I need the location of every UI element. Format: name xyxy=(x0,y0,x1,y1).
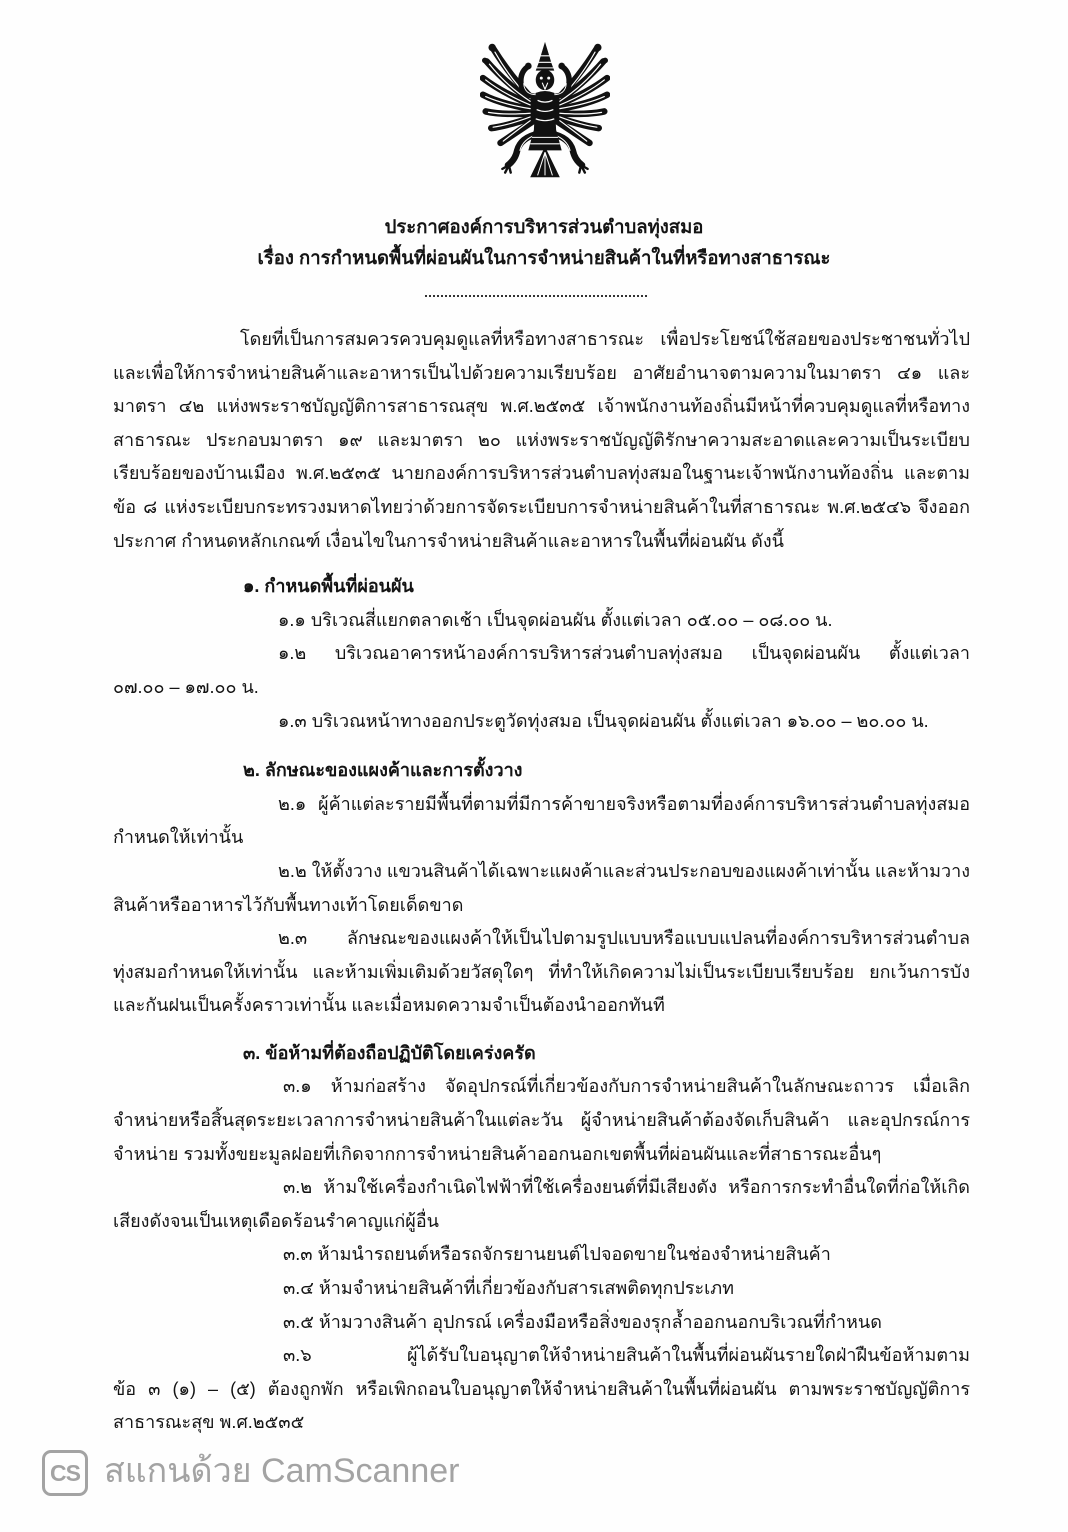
announcement-body xyxy=(113,323,970,1440)
item-line: และกันฝนเป็นครั้งคราวเท่านั้น และเมื่อหมดความจำเป็นต้องนำออกทันที xyxy=(113,995,665,1016)
item-line: กำหนดให้เท่านั้น xyxy=(113,827,244,848)
section-stall-characteristics xyxy=(113,754,970,1023)
section-item xyxy=(113,855,970,922)
item-line: ๒.๒ ให้ตั้งวาง แขวนสินค้าได้เฉพาะแผงค้าและส่วนประกอบของแผงค้าเท่านั้น และห้ามวาง xyxy=(278,860,970,881)
title-separator xyxy=(425,295,647,297)
preamble-line: โดยที่เป็นการสมควรควบคุมดูแลที่หรือทางสาธารณะ เพื่อประโยชน์ใช้สอยของประชาชนทั่วไป xyxy=(240,329,970,349)
section-item xyxy=(113,604,970,638)
section-heading: ๑. กำหนดพื้นที่ผ่อนผัน xyxy=(243,576,414,597)
section-heading: ๓. ข้อห้ามที่ต้องถือปฏิบัติโดยเคร่งครัด xyxy=(243,1042,536,1063)
section-item xyxy=(113,1238,970,1272)
preamble-line: มาตรา ๔๒ แห่งพระราชบัญญัติการสาธารณสุข พ.ศ.๒๕๓๕ เจ้าพนักงานท้องถิ่นมีหน้าที่ควบคุมดูแลที่หรือทาง xyxy=(113,396,970,417)
item-line: ๓.๓ ห้ามนำรถยนต์หรือรถจักรยานยนต์ไปจอดขายในช่องจำหน่ายสินค้า xyxy=(283,1244,831,1265)
item-line: ๑.๑ บริเวณสี่แยกตลาดเช้า เป็นจุดผ่อนผัน ตั้งแต่เวลา ๐๕.๐๐ – ๐๘.๐๐ น. xyxy=(278,609,833,630)
item-line: ๑.๒ บริเวณอาคารหน้าองค์การบริหารส่วนตำบลทุ่งสมอ เป็นจุดผ่อนผัน ตั้งแต่เวลา xyxy=(278,643,970,664)
section-item xyxy=(113,1171,970,1238)
section-designated-areas xyxy=(113,570,970,738)
camscanner-watermark-text: สแกนด้วย CamScanner xyxy=(104,1452,460,1490)
item-line: สินค้าหรืออาหารไว้กับพื้นทางเท้าโดยเด็ดขาด xyxy=(113,894,464,915)
announcement-title: ประกาศองค์การบริหารส่วนตำบลทุ่งสมอ xyxy=(384,216,704,237)
section-heading: ๒. ลักษณะของแผงค้าและการตั้งวาง xyxy=(243,760,523,781)
preamble-line: ประกาศ กำหนดหลักเกณฑ์ เงื่อนไขในการจำหน่ายสินค้าและอาหารในพื้นที่ผ่อนผัน ดังนี้ xyxy=(113,530,784,551)
section-item xyxy=(113,637,970,704)
item-line: ๒.๑ ผู้ค้าแต่ละรายมีพื้นที่ตามที่มีการค้าขายจริงหรือตามที่องค์การบริหารส่วนตำบลทุ่งสมอ xyxy=(278,793,970,814)
item-line: ๓.๑ ห้ามก่อสร้าง จัดอุปกรณ์ที่เกี่ยวข้องกับการจำหน่ายสินค้าในลักษณะถาวร เมื่อเลิก xyxy=(283,1076,970,1097)
item-line: ๓.๒ ห้ามใช้เครื่องกำเนิดไฟฟ้าที่ใช้เครื่องยนต์ที่มีเสียงดัง หรือการกระทำอื่นใดที่ก่อให้เกิด xyxy=(283,1177,970,1198)
announcement-subject: เรื่อง การกำหนดพื้นที่ผ่อนผันในการจำหน่ายสินค้าในที่หรือทางสาธารณะ xyxy=(257,247,831,268)
item-line: ๐๗.๐๐ – ๑๗.๐๐ น. xyxy=(113,676,259,697)
announcement-title-block xyxy=(20,211,1068,273)
preamble-line: ข้อ ๘ แห่งระเบียบกระทรวงมหาดไทยว่าด้วยการจัดระเบียบการจำหน่ายสินค้าในที่สาธารณะ พ.ศ.๒๕๔๖ จึงออก xyxy=(113,496,970,517)
preamble-paragraph xyxy=(113,323,970,558)
item-line: สาธารณะสุข พ.ศ.๒๕๓๕ xyxy=(113,1412,305,1433)
section-prohibitions xyxy=(113,1037,970,1440)
preamble-line: สาธารณะ ประกอบมาตรา ๑๙ และมาตรา ๒๐ แห่งพระราชบัญญัติรักษาความสะอาดและความเป็นระเบียบ xyxy=(113,429,970,450)
item-line: จำหน่าย รวมทั้งขยะมูลฝอยที่เกิดจากการจำหน่ายสินค้าออกนอกเขตพื้นที่ผ่อนผันและที่สาธารณะอื่นๆ xyxy=(113,1143,882,1164)
preamble-line: เรียบร้อยของบ้านเมือง พ.ศ.๒๕๓๕ นายกองค์การบริหารส่วนตำบลทุ่งสมอในฐานะเจ้าพนักงานท้องถิ่น และตาม xyxy=(113,463,970,484)
item-line: ๓.๖ ผู้ได้รับใบอนุญาตให้จำหน่ายสินค้าในพื้นที่ผ่อนผันรายใดฝ่าฝืนข้อห้ามตาม xyxy=(283,1345,970,1366)
section-item xyxy=(113,1339,970,1440)
section-item xyxy=(113,922,970,1023)
section-item xyxy=(113,1070,970,1171)
section-item xyxy=(113,1306,970,1340)
item-line: ๒.๓ ลักษณะของแผงค้าให้เป็นไปตามรูปแบบหรือแบบแปลนที่องค์การบริหารส่วนตำบล xyxy=(278,928,970,949)
section-item xyxy=(113,705,970,739)
section-item xyxy=(113,788,970,855)
item-line: ๑.๓ บริเวณหน้าทางออกประตูวัดทุ่งสมอ เป็นจุดผ่อนผัน ตั้งแต่เวลา ๑๖.๐๐ – ๒๐.๐๐ น. xyxy=(278,710,929,731)
preamble-line: และเพื่อให้การจำหน่ายสินค้าและอาหารเป็นไปด้วยความเรียบร้อย อาศัยอำนาจตามความในมาตรา ๔๑ และ xyxy=(113,362,970,383)
camscanner-logo-icon: CS xyxy=(42,1450,88,1496)
item-line: ๓.๔ ห้ามจำหน่ายสินค้าที่เกี่ยวข้องกับสารเสพติดทุกประเภท xyxy=(283,1278,735,1299)
item-line: ๓.๕ ห้ามวางสินค้า อุปกรณ์ เครื่องมือหรือสิ่งของรุกล้ำออกนอกบริเวณที่กำหนด xyxy=(283,1311,882,1332)
item-line: เสียงดังจนเป็นเหตุเดือดร้อนรำคาญแก่ผู้อื่น xyxy=(113,1210,439,1231)
section-item xyxy=(113,1272,970,1306)
item-line: ข้อ ๓ (๑) – (๕) ต้องถูกพัก หรือเพิกถอนใบอนุญาตให้จำหน่ายสินค้าในพื้นที่ผ่อนผัน ตามพระราชบัญญัติการ xyxy=(113,1378,970,1399)
item-line: จำหน่ายหรือสิ้นสุดระยะเวลาการจำหน่ายสินค้าในแต่ละวัน ผู้จำหน่ายสินค้าต้องจัดเก็บสินค้า และอุปกรณ์การ xyxy=(113,1110,970,1131)
item-line: ทุ่งสมอกำหนดให้เท่านั้น และห้ามเพิ่มเติมด้วยวัสดุใดๆ ที่ทำให้เกิดความไม่เป็นระเบียบเรียบร้อย ยกเว้นการบัง xyxy=(113,961,970,982)
garuda-emblem-icon xyxy=(480,41,610,180)
